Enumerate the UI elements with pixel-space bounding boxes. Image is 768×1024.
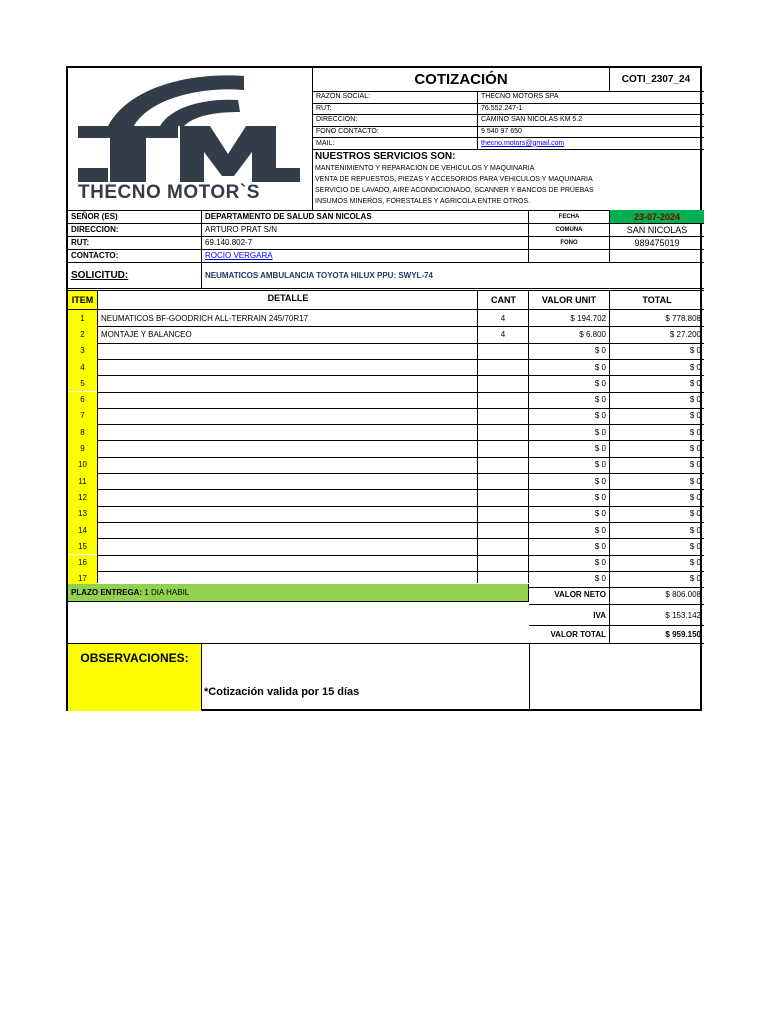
- header-valor-unit: VALOR UNIT: [541, 295, 597, 305]
- row-detalle: [98, 359, 477, 375]
- row-detalle: [98, 457, 477, 473]
- row-valor-unit: $ 0: [594, 346, 606, 356]
- row-cant: [478, 489, 528, 505]
- plazo-value: 1 DIA HABIL: [144, 588, 190, 597]
- row-valor-unit: $ 194.702: [570, 313, 606, 323]
- row-cant: [478, 522, 528, 538]
- row-valor-unit: $ 0: [594, 574, 606, 584]
- neto-label: VALOR NETO: [554, 589, 606, 599]
- header-field-value: THECNO MOTORS SPA: [481, 93, 559, 101]
- row-total: $ 0: [689, 509, 701, 519]
- valor-total-value: $ 959.150: [665, 630, 701, 639]
- row-valor-unit: $ 0: [594, 541, 606, 551]
- comuna-value: SAN NICOLAS: [626, 224, 688, 235]
- row-detalle: [98, 473, 477, 489]
- row-item-number: 16: [68, 555, 97, 571]
- observaciones-label: OBSERVACIONES:: [80, 651, 189, 665]
- row-item-number: 5: [68, 375, 97, 391]
- row-item-number: 8: [68, 424, 97, 440]
- rut-label: RUT:: [71, 238, 90, 247]
- contacto-label: CONTACTO:: [71, 251, 119, 260]
- row-detalle: MONTAJE Y BALANCEO: [101, 329, 192, 339]
- row-detalle: [98, 538, 477, 554]
- fono-label: FONO: [560, 239, 578, 246]
- header-field-label: MAIL:: [316, 139, 335, 147]
- row-cant: [478, 424, 528, 440]
- row-item-number: 1: [68, 310, 97, 326]
- row-valor-unit: $ 0: [594, 509, 606, 519]
- row-item-number: 14: [68, 522, 97, 538]
- row-detalle: [98, 375, 477, 391]
- row-valor-unit: $ 0: [594, 378, 606, 388]
- row-total: $ 27.200: [669, 329, 701, 339]
- header-field-label: FONO CONTACTO:: [316, 128, 379, 136]
- row-detalle: [98, 555, 477, 571]
- iva-label: IVA: [593, 610, 606, 620]
- document-title: COTIZACIÓN: [414, 71, 508, 88]
- row-detalle: [98, 408, 477, 424]
- row-total: $ 0: [689, 574, 701, 584]
- row-total: $ 0: [689, 476, 701, 486]
- service-line: MANTENIMIENTO Y REPARACION DE VEHICULOS Y MAQUINARIA: [315, 165, 535, 172]
- header-item: ITEM: [68, 291, 97, 309]
- row-item-number: 3: [68, 343, 97, 359]
- row-valor-unit: $ 0: [594, 492, 606, 502]
- row-total: $ 0: [689, 346, 701, 356]
- row-item-number: 15: [68, 538, 97, 554]
- row-item-number: 10: [68, 457, 97, 473]
- row-cant: [478, 457, 528, 473]
- rut-value: 69.140.802-7: [205, 238, 253, 247]
- row-total: $ 0: [689, 378, 701, 388]
- quote-number: COTI_2307_24: [621, 74, 691, 85]
- service-line: INSUMOS MINEROS, FORESTALES Y AGRICOLA ENTRE OTROS.: [315, 198, 531, 205]
- row-total: $ 0: [689, 362, 701, 372]
- row-cant: [478, 375, 528, 391]
- contacto-link[interactable]: ROCIO VERGARA: [205, 251, 273, 260]
- plazo-entrega: [68, 584, 529, 601]
- row-cant: [478, 440, 528, 456]
- row-total: $ 0: [689, 444, 701, 454]
- header-field-value: 9 540 97 650: [481, 128, 522, 136]
- row-detalle: [98, 424, 477, 440]
- observaciones-text: *Cotización valida por 15 días: [204, 686, 360, 698]
- service-line: VENTA DE REPUESTOS, PIEZAS Y ACCESORIOS PARA VEHICULOS Y MAQUINARIA: [315, 176, 593, 183]
- fono-value: 989475019: [634, 237, 680, 248]
- row-total: $ 0: [689, 411, 701, 421]
- mail-link[interactable]: thecno.motors@gmail.com: [481, 139, 565, 147]
- row-detalle: [98, 343, 477, 359]
- row-detalle: [98, 489, 477, 505]
- solicitud-value: NEUMATICOS AMBULANCIA TOYOTA HILUX PPU: SWYL-74: [205, 270, 433, 280]
- row-detalle: [98, 440, 477, 456]
- row-total: $ 0: [689, 395, 701, 405]
- row-total: $ 0: [689, 558, 701, 568]
- row-cant: [478, 473, 528, 489]
- row-item-number: 12: [68, 489, 97, 505]
- row-cant: [478, 506, 528, 522]
- row-item-number: 17: [68, 571, 97, 587]
- row-item-number: 7: [68, 408, 97, 424]
- row-valor-unit: $ 0: [594, 525, 606, 535]
- row-total: $ 0: [689, 541, 701, 551]
- row-valor-unit: $ 6.800: [579, 329, 606, 339]
- row-valor-unit: $ 0: [594, 427, 606, 437]
- comuna-label: COMUNA: [555, 226, 583, 233]
- row-valor-unit: $ 0: [594, 411, 606, 421]
- header-field-value: CAMINO SAN NICOLAS KM 5.2: [481, 116, 583, 124]
- row-cant: [478, 408, 528, 424]
- row-detalle: [98, 392, 477, 408]
- row-valor-unit: $ 0: [594, 395, 606, 405]
- header-total: TOTAL: [642, 295, 672, 305]
- neto-value: $ 806.008: [665, 589, 701, 599]
- plazo-label: PLAZO ENTREGA:: [71, 588, 143, 597]
- row-valor-unit: $ 0: [594, 476, 606, 486]
- company-logo-text: THECNO MOTOR`S: [78, 182, 260, 203]
- senor-value: DEPARTAMENTO DE SALUD SAN NICOLAS: [205, 212, 372, 221]
- header-field-label: DIRECCIÓN:: [316, 116, 358, 124]
- direccion-value: ARTURO PRAT S/N: [205, 225, 278, 234]
- row-item-number: 6: [68, 392, 97, 408]
- company-logo: [68, 68, 312, 208]
- fecha-label: FECHA: [558, 213, 580, 220]
- service-line: SERVICIO DE LAVADO, AIRE ACONDICIONADO, SCANNER Y BANCOS DE PRUEBAS: [315, 187, 594, 194]
- solicitud-label: SOLICITUD:: [71, 269, 129, 281]
- row-detalle: [98, 522, 477, 538]
- header-field-label: RUT:: [316, 104, 332, 112]
- row-cant: 4: [500, 313, 506, 323]
- row-item-number: 13: [68, 506, 97, 522]
- row-item-number: 2: [68, 326, 97, 342]
- quotation-sheet: [66, 66, 702, 711]
- row-cant: [478, 359, 528, 375]
- row-item-number: 4: [68, 359, 97, 375]
- row-cant: 4: [500, 329, 506, 339]
- row-detalle: [98, 506, 477, 522]
- row-cant: [478, 343, 528, 359]
- row-total: $ 0: [689, 525, 701, 535]
- header-field-label: RAZÓN SOCIAL:: [316, 93, 371, 101]
- row-total: $ 778.808: [665, 313, 701, 323]
- direccion-label: DIRECCION:: [71, 225, 119, 234]
- row-total: $ 0: [689, 492, 701, 502]
- row-total: $ 0: [689, 460, 701, 470]
- valor-total-label: VALOR TOTAL: [550, 630, 606, 639]
- row-cant: [478, 538, 528, 554]
- row-item-number: 11: [68, 473, 97, 489]
- row-cant: [478, 392, 528, 408]
- row-valor-unit: $ 0: [594, 444, 606, 454]
- row-valor-unit: $ 0: [594, 460, 606, 470]
- services-title: NUESTROS SERVICIOS SON:: [315, 151, 456, 162]
- row-detalle: NEUMATICOS BF-GOODRICH ALL-TERRAIN 245/70R17: [101, 313, 309, 323]
- header-detalle: DETALLE: [267, 293, 309, 303]
- iva-value: $ 153.142: [665, 610, 701, 620]
- row-total: $ 0: [689, 427, 701, 437]
- row-cant: [478, 555, 528, 571]
- senor-label: SEÑOR (ES): [71, 212, 118, 221]
- fecha-value: 23-07-2024: [610, 210, 704, 223]
- row-item-number: 9: [68, 440, 97, 456]
- row-valor-unit: $ 0: [594, 362, 606, 372]
- row-valor-unit: $ 0: [594, 558, 606, 568]
- header-field-value: 76.552.247-1: [481, 104, 523, 112]
- header-cant: CANT: [491, 295, 516, 305]
